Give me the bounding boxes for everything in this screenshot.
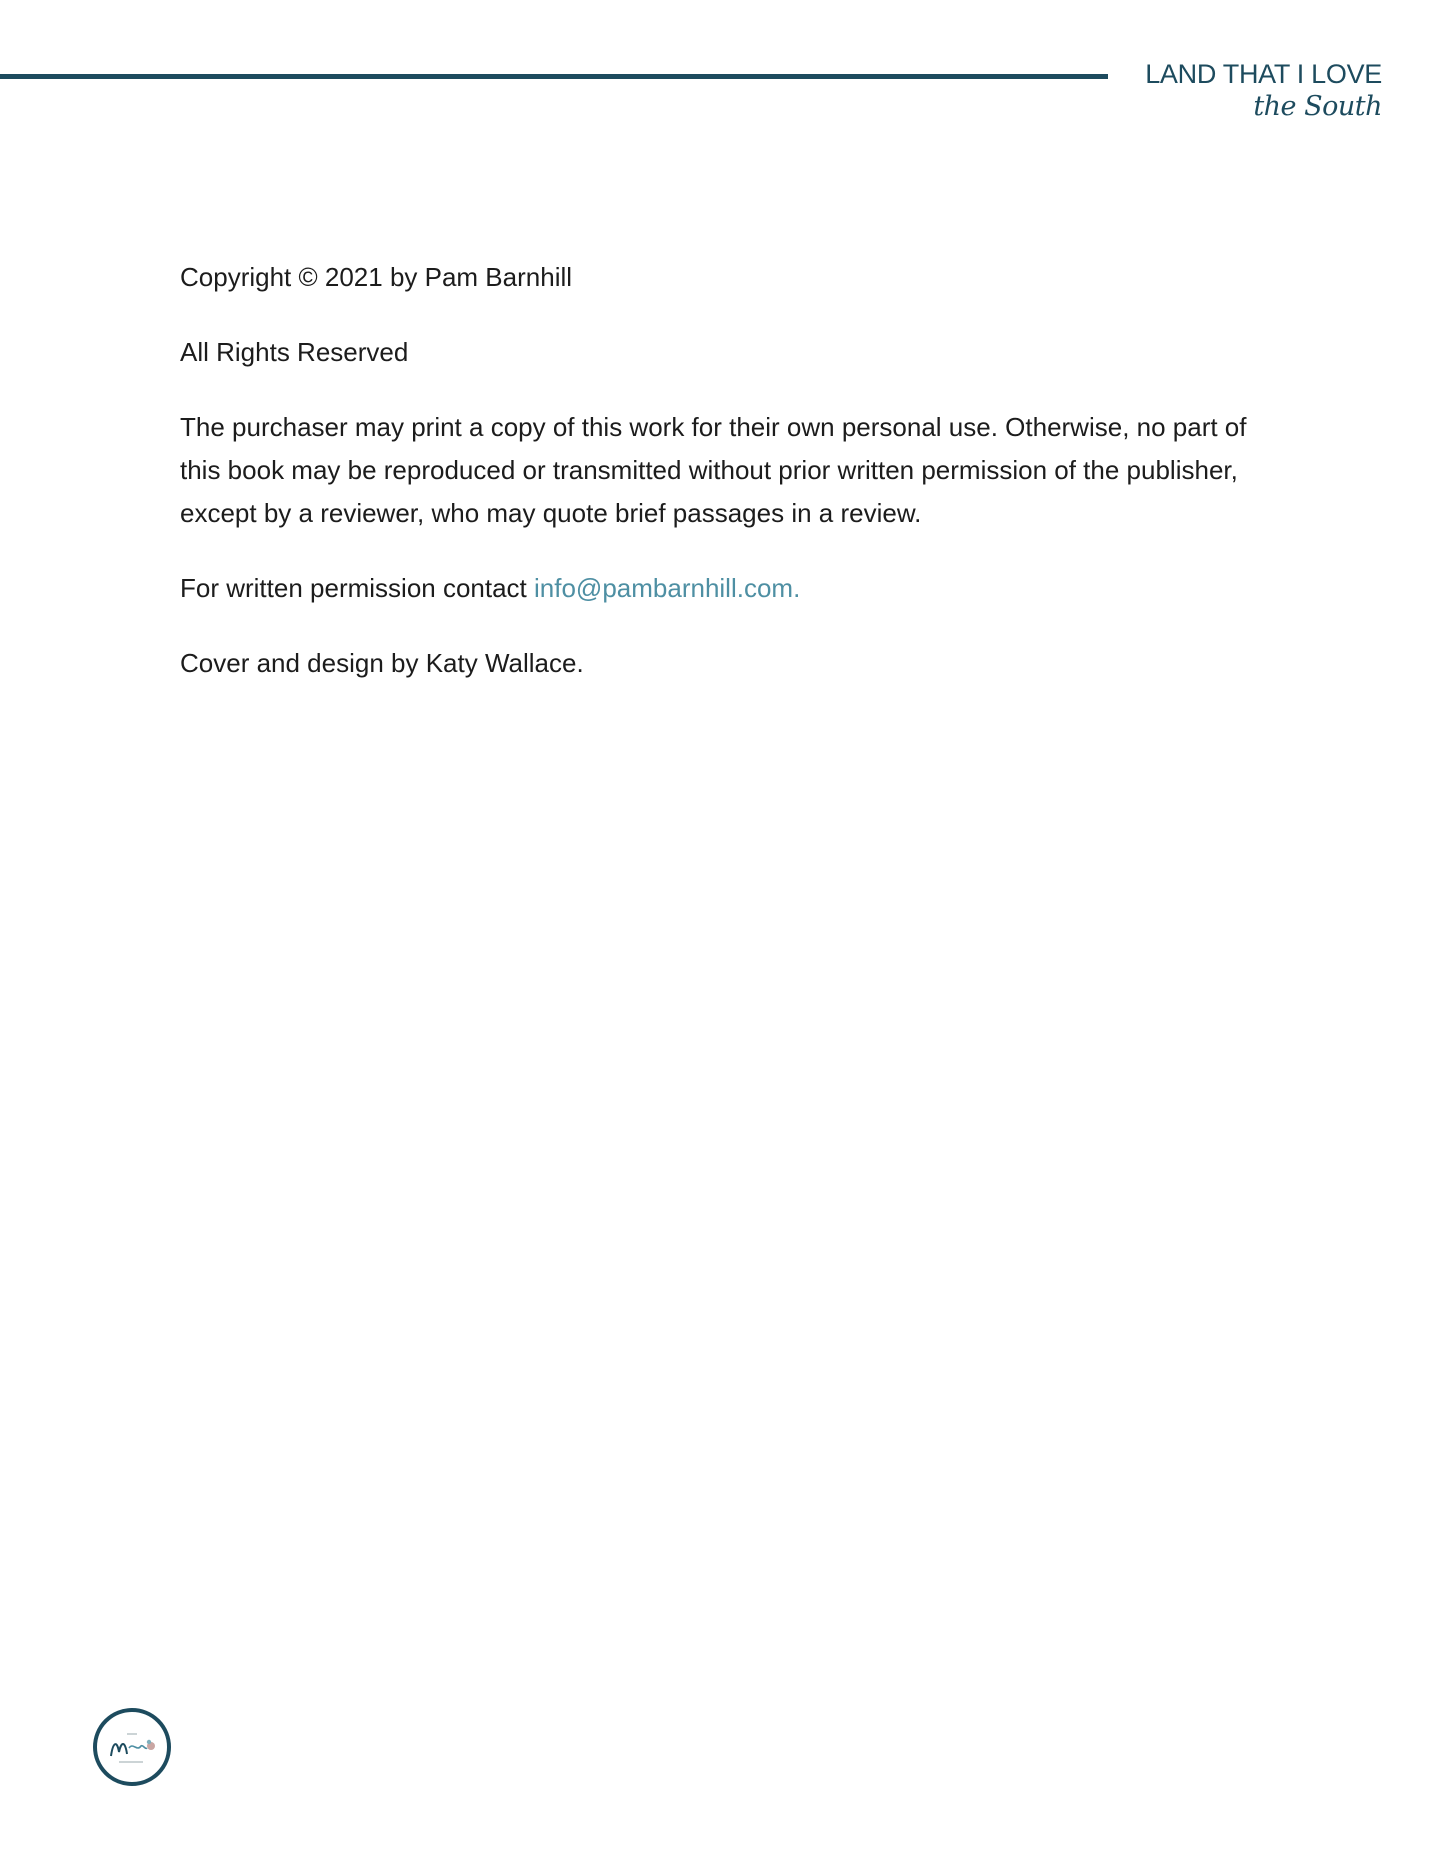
license-paragraph: The purchaser may print a copy of this work for their own personal use. Otherwise, no part of this book may be reproduced or transmitted without prior written permission of the publisher, except by a reviewer, who may quote brief passages in a review. <box>180 412 1247 528</box>
logo-graphic <box>97 1712 167 1782</box>
brand-header <box>1145 58 1382 122</box>
morning-time-logo-icon <box>93 1708 171 1786</box>
contact-email-link[interactable]: info@pambarnhill.com. <box>534 573 801 603</box>
copyright-line: Copyright © 2021 by Pam Barnhill <box>180 262 573 292</box>
contact-prefix: For written permission contact <box>180 573 535 603</box>
copyright-content <box>180 256 1250 717</box>
contact-line <box>180 567 1250 610</box>
brand-title: LAND THAT I LOVE <box>1145 59 1382 89</box>
rights-line: All Rights Reserved <box>180 337 409 367</box>
credits-line: Cover and design by Katy Wallace. <box>180 648 584 678</box>
brand-subtitle: the South <box>1253 91 1382 122</box>
header-rule <box>0 74 1108 79</box>
